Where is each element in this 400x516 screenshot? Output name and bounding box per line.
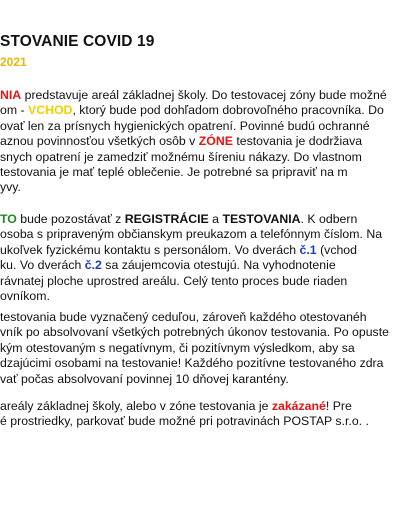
text-run: osoba s pripraveným občianskym preukazom a telefónnym číslom. Na: [0, 227, 383, 242]
text-run: bude pozostávať z: [16, 212, 125, 226]
highlighted-term: č.1: [299, 242, 317, 257]
text-run: rávnatej ploche uprostred areálu. Celý tento proces bude riaden: [0, 273, 348, 288]
text-run: testovania bude vyznačený ceduľou, zároveň každého otestovanéh: [0, 310, 367, 324]
text-run: snych opatrení je zamedziť možnému šíreniu nákazy. Do vlastnom: [0, 149, 362, 164]
text-run: kým otestovaným s negatívnym, či pozitívnym výsledkom, aby sa: [0, 340, 355, 355]
text-run: sa záujemcovia otestujú. Na vyhodnotenie: [101, 258, 336, 273]
highlighted-term: ZÓNE: [198, 134, 233, 149]
text-line: [0, 414, 369, 428]
text-line: [0, 119, 370, 133]
text-run: , ktorý bude pod dohľadom dobrovoľného pracovníka. Do: [72, 103, 384, 118]
text-line: [0, 310, 367, 324]
text-run: predstavuje areál základnej školy. Do testovacej zóny bude možné: [21, 88, 387, 102]
text-line: [0, 134, 362, 148]
text-run: vať počas absolvovaní povinnej 10 dňovej karantény.: [0, 371, 289, 386]
text-line: [0, 274, 347, 288]
document-date: 2021: [0, 55, 27, 69]
text-line: [0, 341, 355, 355]
text-run: é prostriedky, parkovať bude možné pri potravinách POSTAP s.r.o. .: [0, 414, 369, 429]
highlighted-term: REGISTRÁCIE: [124, 212, 209, 226]
text-line: [0, 372, 289, 386]
text-line: [0, 88, 387, 102]
text-line: [0, 289, 50, 303]
text-run: . K odbern: [300, 212, 358, 226]
highlighted-term: NIA: [0, 88, 22, 102]
highlighted-term: TESTOVANIA: [222, 212, 301, 226]
text-run: ovníkom.: [0, 289, 50, 303]
text-run: yvy.: [0, 180, 21, 195]
text-line: [0, 356, 384, 370]
text-line: [0, 227, 382, 241]
text-line: [0, 258, 336, 272]
text-run: a: [208, 212, 223, 226]
text-run: ! Pre: [325, 399, 352, 413]
text-run: (vchod: [316, 242, 357, 257]
text-run: aznou povinnosťou všetkých osôb v: [0, 134, 199, 149]
text-line: [0, 150, 362, 164]
text-line: [0, 212, 357, 226]
text-line: [0, 165, 348, 179]
text-run: ku. Vo dverách: [0, 258, 85, 273]
text-line: [0, 399, 352, 413]
text-run: dzajúcimi osobami na testovanie! Každého pozitívne testovaného zdra: [0, 356, 384, 371]
text-line: [0, 180, 21, 194]
text-run: areály základnej školy, alebo v zóne testovania je: [0, 399, 272, 413]
page-title: STOVANIE COVID 19: [0, 33, 155, 50]
text-run: vník po absolvovaní všetkých potrebných úkonov testovania. Po opuste: [0, 325, 389, 340]
text-run: testovania je mať teplé oblečenie. Je potrebné sa pripraviť na m: [0, 165, 348, 179]
highlighted-term: VCHOD: [28, 103, 73, 118]
text-line: [0, 243, 357, 257]
highlighted-term: TO: [0, 212, 17, 226]
text-run: testovania je dodržiava: [232, 134, 363, 149]
text-line: [0, 103, 384, 117]
highlighted-term: zakázané: [271, 399, 326, 413]
text-run: ovať len za prísnych hygienických opatrení. Povinné budú ochranné: [0, 118, 370, 133]
highlighted-term: č.2: [84, 258, 102, 273]
text-line: [0, 325, 389, 339]
text-run: om -: [0, 103, 29, 118]
text-run: ukoľvek fyzickému kontaktu s personálom. Vo dverách: [0, 242, 300, 257]
